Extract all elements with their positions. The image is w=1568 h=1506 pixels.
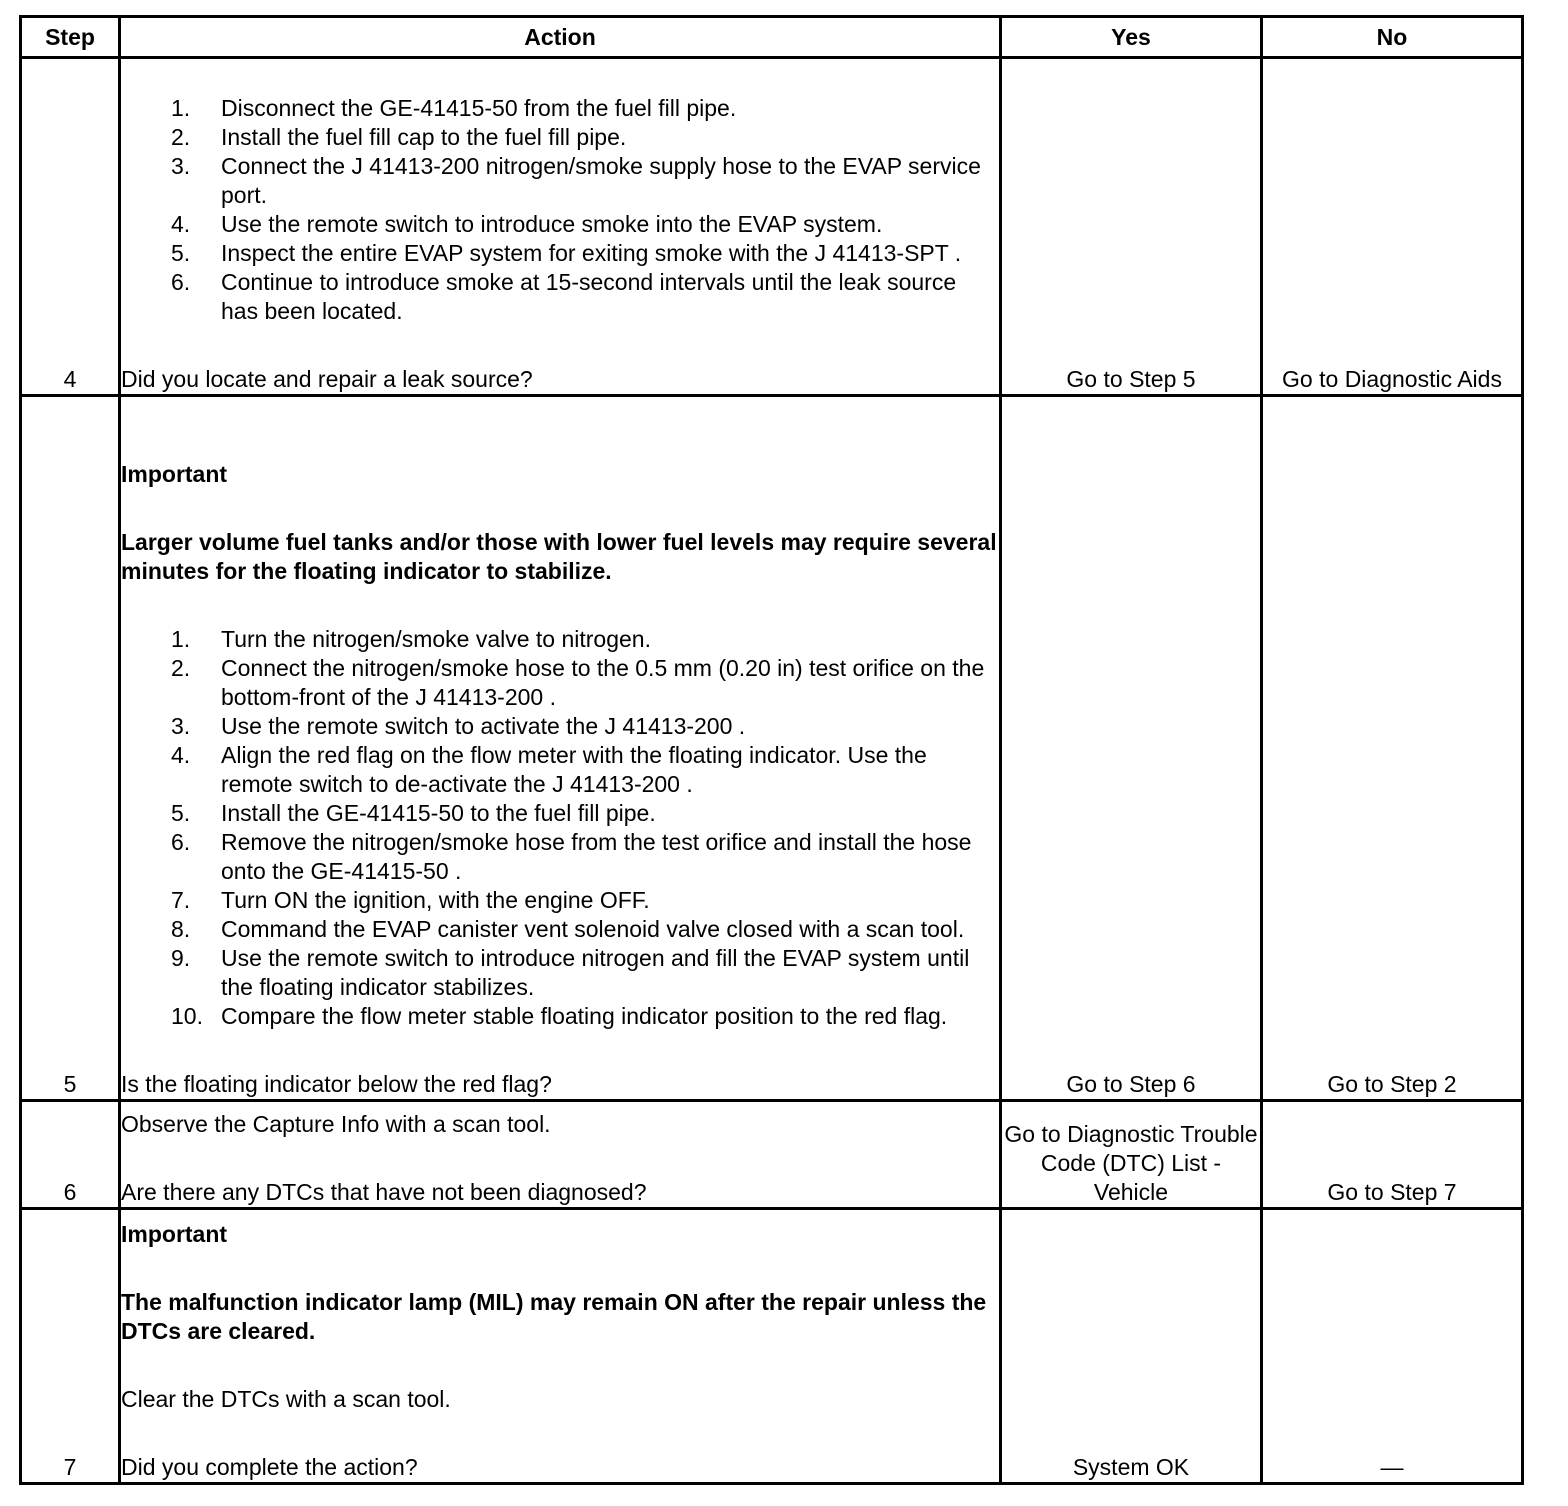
header-step: Step	[21, 17, 120, 58]
procedure-list	[121, 625, 999, 1031]
yes-result: Go to Step 5	[1001, 58, 1262, 396]
table-row	[21, 1101, 1523, 1209]
yes-result: Go to Step 6	[1001, 396, 1262, 1101]
yes-result: System OK	[1001, 1209, 1262, 1484]
diagnostic-table	[19, 15, 1524, 1485]
action-cell	[120, 1101, 1001, 1209]
header-action: Action	[120, 17, 1001, 58]
action-cell	[120, 396, 1001, 1101]
procedure-list	[121, 94, 999, 326]
header-no: No	[1262, 17, 1523, 58]
yes-result: Go to Diagnostic Trouble Code (DTC) List - Vehicle	[1001, 1101, 1262, 1209]
list-item: 10. Compare the flow meter stable floating indicator position to the red flag.	[171, 1003, 948, 1029]
list-item: 6. Continue to introduce smoke at 15-second intervals until the leak source has been located.	[171, 269, 957, 324]
step-number: 7	[21, 1209, 120, 1484]
table-row	[21, 396, 1523, 1101]
list-item: 3. Use the remote switch to activate the J 41413-200 .	[171, 713, 746, 739]
important-note: Larger volume fuel tanks and/or those with lower fuel levels may require several minutes for the floating indicator to stabilize.	[121, 529, 997, 584]
important-title: Important	[121, 1221, 228, 1247]
list-item: 7. Turn ON the ignition, with the engine OFF.	[171, 887, 650, 913]
list-item: 3. Connect the J 41413-200 nitrogen/smoke supply hose to the EVAP service port.	[171, 153, 981, 208]
action-cell	[120, 58, 1001, 396]
question-text: Are there any DTCs that have not been diagnosed?	[121, 1179, 647, 1205]
no-result: —	[1262, 1209, 1523, 1484]
no-result: Go to Step 2	[1262, 396, 1523, 1101]
list-item: 4. Use the remote switch to introduce smoke into the EVAP system.	[171, 211, 883, 237]
header-yes: Yes	[1001, 17, 1262, 58]
question-text: Did you locate and repair a leak source?	[121, 366, 533, 392]
list-item: 1. Turn the nitrogen/smoke valve to nitrogen.	[171, 626, 651, 652]
question-text: Is the floating indicator below the red flag?	[121, 1071, 552, 1097]
list-item: 6. Remove the nitrogen/smoke hose from the test orifice and install the hose onto the GE-41415-50 .	[171, 829, 972, 884]
step-number: 4	[21, 58, 120, 396]
important-title: Important	[121, 461, 228, 487]
list-item: 9. Use the remote switch to introduce nitrogen and fill the EVAP system until the floating indicator stabilizes.	[171, 945, 970, 1000]
question-text: Did you complete the action?	[121, 1454, 418, 1480]
list-item: 2. Connect the nitrogen/smoke hose to the 0.5 mm (0.20 in) test orifice on the bottom-front of the J 41413-200 .	[171, 655, 985, 710]
table-row	[21, 1209, 1523, 1484]
important-note: The malfunction indicator lamp (MIL) may remain ON after the repair unless the DTCs are cleared.	[121, 1289, 987, 1344]
list-item: 2. Install the fuel fill cap to the fuel fill pipe.	[171, 124, 627, 150]
list-item: 4. Align the red flag on the flow meter with the floating indicator. Use the remote switch to de-activate the J 41413-200 .	[171, 742, 927, 797]
no-result: Go to Diagnostic Aids	[1262, 58, 1523, 396]
list-item: 8. Command the EVAP canister vent solenoid valve closed with a scan tool.	[171, 916, 965, 942]
step-number: 5	[21, 396, 120, 1101]
list-item: 5. Inspect the entire EVAP system for exiting smoke with the J 41413-SPT .	[171, 240, 962, 266]
list-item: 1. Disconnect the GE-41415-50 from the fuel fill pipe.	[171, 95, 737, 121]
instruction-text: Clear the DTCs with a scan tool.	[121, 1386, 451, 1412]
table-row	[21, 58, 1523, 396]
header-row	[21, 17, 1523, 58]
instruction-text: Observe the Capture Info with a scan tool.	[121, 1111, 551, 1137]
no-result: Go to Step 7	[1262, 1101, 1523, 1209]
list-item: 5. Install the GE-41415-50 to the fuel fill pipe.	[171, 800, 656, 826]
action-cell	[120, 1209, 1001, 1484]
step-number: 6	[21, 1101, 120, 1209]
